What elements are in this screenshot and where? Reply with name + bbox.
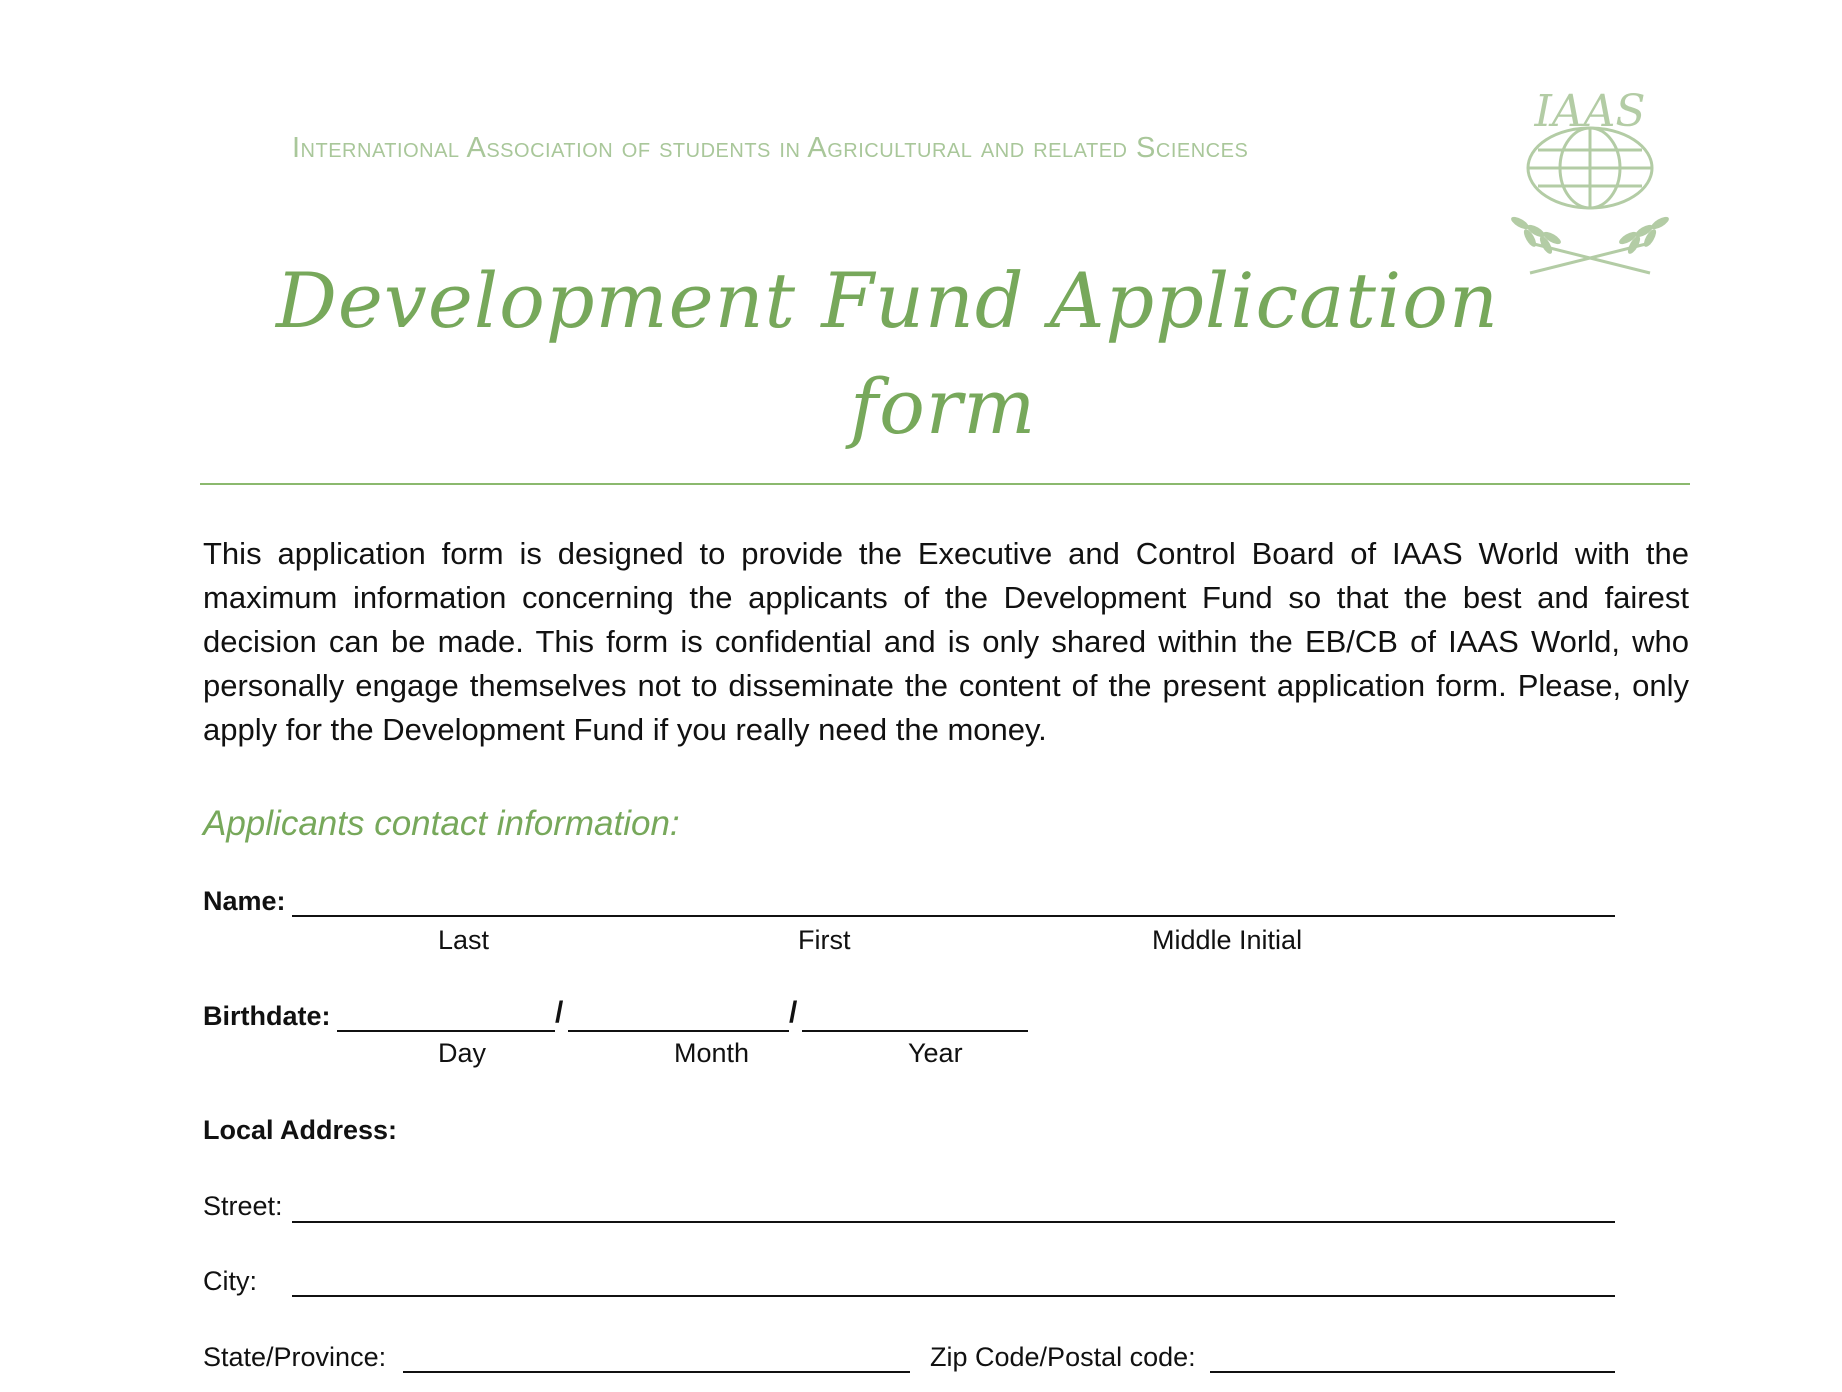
name-sub-first: First xyxy=(798,925,851,955)
birthdate-month-field[interactable] xyxy=(568,1030,789,1032)
birthdate-day-field[interactable] xyxy=(337,1030,555,1032)
birthdate-sub-month: Month xyxy=(674,1038,750,1068)
iaas-logo xyxy=(1490,88,1690,288)
page-title-line-1: Development Fund Application xyxy=(276,256,1499,345)
state-province-field-line[interactable] xyxy=(403,1371,910,1373)
organization-name: International Association of students in Agricultural and related Sciences xyxy=(292,132,1249,164)
logo-text: IAAS xyxy=(1534,88,1646,137)
street-label: Street: xyxy=(203,1191,283,1221)
birthdate-sub-day: Day xyxy=(438,1038,487,1068)
birthdate-separator-2: / xyxy=(789,996,798,1029)
city-label: City: xyxy=(203,1266,257,1296)
name-label: Name: xyxy=(203,886,286,916)
intro-paragraph: This application form is designed to provide the Executive and Control Board of IAAS World with the maximum information concerning the applicants of the Development Fund so that the best and fairest decision can be made. This form is confidential and is only shared within the EB/CB of IAAS World, who personally engage themselves not to disseminate the content of the present application form. Please, only apply for the Development Fund if you really need the money. xyxy=(203,536,1689,747)
zip-code-field-line[interactable] xyxy=(1210,1371,1615,1373)
state-province-label: State/Province: xyxy=(203,1342,387,1372)
section-heading-contact: Applicants contact information: xyxy=(203,804,680,843)
birthdate-sub-year: Year xyxy=(908,1038,963,1068)
birthdate-separator-1: / xyxy=(555,996,564,1029)
zip-code-label: Zip Code/Postal code: xyxy=(930,1342,1196,1372)
city-field-line[interactable] xyxy=(292,1295,1615,1297)
street-field-line[interactable] xyxy=(292,1221,1615,1223)
page-title-line-2: form xyxy=(850,362,1037,451)
birthdate-year-field[interactable] xyxy=(802,1030,1028,1032)
title-divider xyxy=(200,483,1690,485)
globe-wheat-icon xyxy=(1490,88,1690,288)
birthdate-label: Birthdate: xyxy=(203,1001,331,1031)
name-field-line[interactable] xyxy=(292,915,1615,917)
name-sub-middle-initial: Middle Initial xyxy=(1152,925,1303,955)
local-address-label: Local Address: xyxy=(203,1115,398,1145)
name-sub-last: Last xyxy=(438,925,490,955)
